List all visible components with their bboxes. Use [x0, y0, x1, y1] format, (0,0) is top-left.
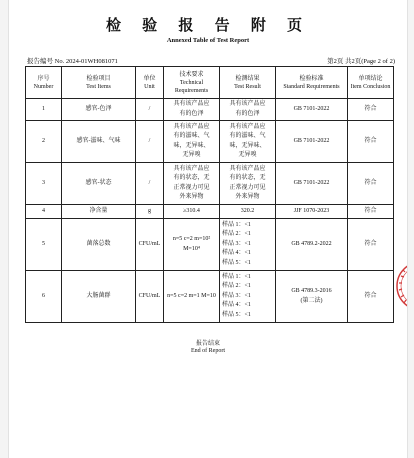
table-row: [26, 99, 394, 121]
cell-number: 2: [26, 121, 62, 163]
cell-test-item: 感官-滋味、气味: [62, 121, 136, 163]
results-table: [25, 66, 394, 323]
cell-requirement: 具有该产品应 有的色泽: [164, 99, 220, 121]
table-row: [26, 271, 394, 323]
cell-conclusion: 符合: [348, 99, 394, 121]
header-item-conclusion: 单项结论 Item Conclusion: [348, 67, 394, 99]
page-number: 第2页 共2页(Page 2 of 2): [327, 58, 395, 65]
cell-standard: GB 7101-2022: [276, 99, 348, 121]
cell-number: 1: [26, 99, 62, 121]
cell-result: 样品 1：<1 样品 2：<1 样品 3：<1 样品 4：<1 样品 5：<1: [220, 219, 276, 271]
cell-test-item: 感官-状态: [62, 163, 136, 205]
cell-unit: /: [136, 99, 164, 121]
cell-result: 具有该产品应 有的滋味、气 味，无异味、 无异嗅: [220, 121, 276, 163]
cell-unit: CFU/mL: [136, 271, 164, 323]
table-row: [26, 205, 394, 219]
cell-requirement: n=5 c=2 m=10² M=10⁴: [164, 219, 220, 271]
cell-result: 具有该产品应 有的色泽: [220, 99, 276, 121]
header-unit: 单位 Unit: [136, 67, 164, 99]
cell-result: 样品 1：<1 样品 2：<1 样品 3：<1 样品 4：<1 样品 5：<1: [220, 271, 276, 323]
cell-number: 5: [26, 219, 62, 271]
header-test-result: 检测结果 Test Result: [220, 67, 276, 99]
cell-standard: GB 7101-2022: [276, 121, 348, 163]
cell-number: 6: [26, 271, 62, 323]
end-of-report-en: End of Report: [191, 348, 225, 354]
table-row: [26, 163, 394, 205]
cell-standard: JJF 1070-2023: [276, 205, 348, 219]
cell-number: 3: [26, 163, 62, 205]
page-title: 检 验 报 告 附 页: [105, 16, 311, 34]
cell-standard: GB 7101-2022: [276, 163, 348, 205]
page-subtitle: Annexed Table of Test Report: [166, 37, 250, 44]
cell-test-item: 净含量: [62, 205, 136, 219]
table-row: [26, 219, 394, 271]
cell-result: 320.2: [220, 205, 276, 219]
table-row: [26, 121, 394, 163]
header-standard-requirements: 检验标准 Standard Requirements: [276, 67, 348, 99]
cell-test-item: 菌落总数: [62, 219, 136, 271]
cell-conclusion: 符合: [348, 271, 394, 323]
cell-unit: /: [136, 163, 164, 205]
cell-result: 具有该产品应 有的状态，无 正常视力可见 外来异物: [220, 163, 276, 205]
end-of-report-cn: 报告结束: [195, 341, 220, 347]
cell-requirement: n=5 c=2 m=1 M=10: [164, 271, 220, 323]
cell-conclusion: 符合: [348, 219, 394, 271]
cell-requirement: 具有该产品应 有的滋味、气 味，无异味、 无异嗅: [164, 121, 220, 163]
cell-standard: GB 4789.3-2016 (第二法): [276, 271, 348, 323]
inspection-seal-icon: [393, 256, 408, 316]
cell-requirement: ≥310.4: [164, 205, 220, 219]
cell-standard: GB 4789.2-2022: [276, 219, 348, 271]
seal-ring: [397, 262, 408, 310]
header-technical-requirements: 技术要求 Technical Requirements: [164, 67, 220, 99]
cell-conclusion: 符合: [348, 163, 394, 205]
cell-unit: g: [136, 205, 164, 219]
cell-test-item: 大肠菌群: [62, 271, 136, 323]
cell-test-item: 感官-色泽: [62, 99, 136, 121]
report-page: [8, 0, 408, 458]
cell-unit: CFU/mL: [136, 219, 164, 271]
report-number: 报告编号 No. 2024-01WH081071: [27, 58, 118, 65]
cell-number: 4: [26, 205, 62, 219]
header-number: 序号 Number: [26, 67, 62, 99]
table-header-row: [26, 67, 394, 99]
cell-requirement: 具有该产品应 有的状态，无 正常视力可见 外来异物: [164, 163, 220, 205]
header-test-items: 检验项目 Test Items: [62, 67, 136, 99]
cell-unit: /: [136, 121, 164, 163]
cell-conclusion: 符合: [348, 121, 394, 163]
cell-conclusion: 符合: [348, 205, 394, 219]
